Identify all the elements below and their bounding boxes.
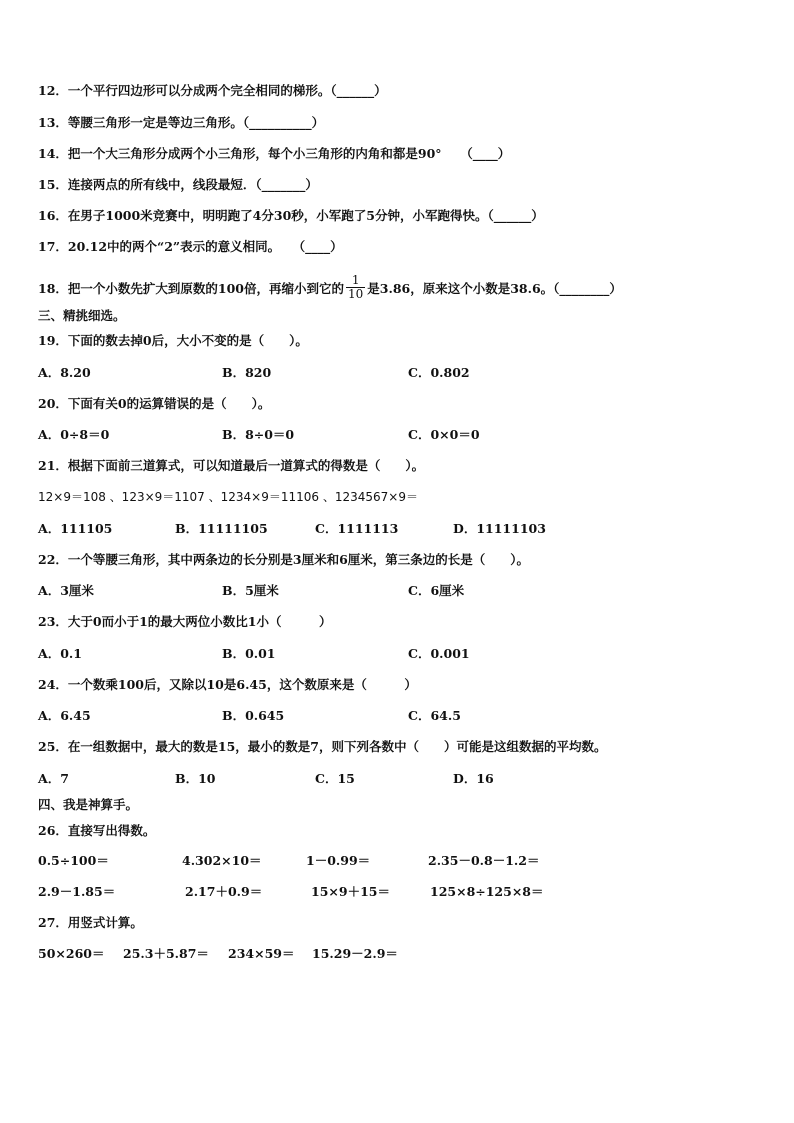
option-20-a: A．0÷8＝0: [38, 427, 110, 442]
option-21-d: D．11111103: [453, 521, 546, 536]
calc-26-2: 4.302×10＝: [182, 853, 262, 868]
option-22-a: A．3厘米: [38, 583, 94, 598]
option-21-a: A．111105: [38, 521, 113, 536]
option-21-c: C．1111113: [315, 521, 399, 536]
calc-27-4: 15.29－2.9＝: [312, 946, 398, 961]
question-12: 12．一个平行四边形可以分成两个完全相同的梯形。（______）: [38, 83, 387, 98]
question-22: 22．一个等腰三角形，其中两条边的长分别是3厘米和6厘米，第三条边的长是（ ）。: [38, 552, 530, 567]
calc-26-8: 125×8÷125×8＝: [430, 884, 544, 899]
question-19: 19．下面的数去掉0后，大小不变的是（ ）。: [38, 333, 308, 348]
section-heading-3: 三、精挑细选。: [38, 308, 126, 323]
option-24-a: A．6.45: [38, 708, 91, 723]
fraction-numerator: 1: [346, 274, 365, 288]
question-21: 21．根据下面前三道算式，可以知道最后一道算式的得数是（ ）。: [38, 458, 425, 473]
calc-26-3: 1－0.99＝: [306, 853, 371, 868]
option-24-c: C．64.5: [408, 708, 461, 723]
option-25-d: D．16: [453, 771, 494, 786]
question-14: 14．把一个大三角形分成两个小三角形，每个小三角形的内角和都是90° （____）: [38, 146, 511, 161]
option-25-a: A．7: [38, 771, 69, 786]
fraction-one-tenth: [346, 274, 365, 301]
question-24: 24．一个数乘100后，又除以10是6.45，这个数原来是（ ）: [38, 677, 417, 692]
section-heading-4: 四、我是神算手。: [38, 797, 139, 812]
question-23: 23．大于0而小于1的最大两位小数比1小（ ）: [38, 614, 332, 629]
option-25-b: B．10: [175, 771, 216, 786]
question-26: 26．直接写出得数。: [38, 823, 156, 838]
option-19-b: B．820: [222, 365, 272, 380]
option-25-c: C．15: [315, 771, 355, 786]
calc-27-1: 50×260＝: [38, 946, 105, 961]
question-25: 25．在一组数据中，最大的数是15，最小的数是7，则下列各数中（ ）可能是这组数据的平均数。: [38, 739, 607, 754]
question-15: 15．连接两点的所有线中，线段最短．（_______）: [38, 177, 318, 192]
option-23-a: A．0.1: [38, 646, 82, 661]
question-27: 27．用竖式计算。: [38, 915, 143, 930]
question-21-formula: 12×9＝108 、123×9＝1107 、1234×9＝11106 、1234567×9＝: [38, 490, 418, 504]
option-19-c: C．0.802: [408, 365, 470, 380]
option-23-b: B．0.01: [222, 646, 276, 661]
question-16: 16．在男子1000米竞赛中，明明跑了4分30秒，小军跑了5分钟，小军跑得快。（______）: [38, 208, 544, 223]
option-24-b: B．0.645: [222, 708, 285, 723]
calc-26-4: 2.35－0.8－1.2＝: [428, 853, 540, 868]
calc-27-3: 234×59＝: [228, 946, 295, 961]
option-22-b: B．5厘米: [222, 583, 279, 598]
question-18-text-before: 18．把一个小数先扩大到原数的100倍，再缩小到它的: [38, 281, 344, 296]
option-22-c: C．6厘米: [408, 583, 465, 598]
option-21-b: B．11111105: [175, 521, 268, 536]
question-17: 17．20.12中的两个“2”表示的意义相同。 （____）: [38, 239, 343, 254]
question-20: 20．下面有关0的运算错误的是（ ）。: [38, 396, 271, 411]
calc-27-2: 25.3＋5.87＝: [123, 946, 209, 961]
option-19-a: A．8.20: [38, 365, 91, 380]
fraction-denominator: 10: [348, 287, 364, 301]
option-20-b: B．8÷0＝0: [222, 427, 295, 442]
question-13: 13．等腰三角形一定是等边三角形。（__________）: [38, 115, 325, 130]
calc-26-6: 2.17＋0.9＝: [185, 884, 263, 899]
calc-26-1: 0.5÷100＝: [38, 853, 109, 868]
option-23-c: C．0.001: [408, 646, 470, 661]
question-18-text-after: 是3.86，原来这个小数是38.6。（________）: [367, 281, 622, 296]
calc-26-5: 2.9－1.85＝: [38, 884, 116, 899]
option-20-c: C．0×0＝0: [408, 427, 480, 442]
question-18: [38, 273, 622, 303]
calc-26-7: 15×9＋15＝: [311, 884, 390, 899]
